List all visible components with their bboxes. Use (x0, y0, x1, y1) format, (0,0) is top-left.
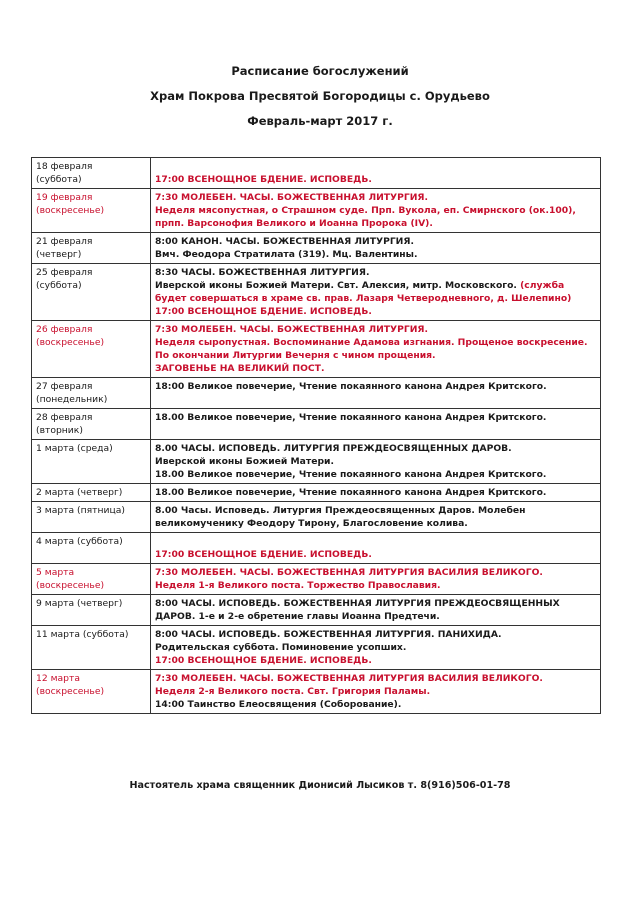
schedule-row (32, 533, 601, 564)
schedule-row (32, 409, 601, 440)
service-text: Иверской иконы Божией Матери. Свт. Алексия, митр. Московского. (155, 280, 517, 291)
date-text: (вторник) (36, 425, 83, 436)
service-line (155, 266, 596, 279)
service-line (155, 191, 596, 204)
service-line (155, 160, 596, 173)
date-cell (32, 670, 151, 714)
schedule-row (32, 595, 601, 626)
date-text: (воскресенье) (36, 686, 105, 697)
service-line (155, 411, 596, 424)
service-text: Неделя сыропустная. Воспоминание Адамова изгнания. Прощеное воскресение. По окончании Литургии Вечерня с чином прощения. (155, 337, 588, 361)
service-text: Родительская суббота. Поминовение усопших. (155, 642, 407, 653)
service-line (155, 248, 596, 261)
footer-contact: Настоятель храма священник Дионисий Лысиков т. 8(916)506-01-78 (129, 780, 511, 791)
service-text: 8:30 ЧАСЫ. БОЖЕСТВЕННАЯ ЛИТУРГИЯ. (155, 267, 370, 278)
date-cell (32, 264, 151, 321)
date-text: (четверг) (36, 249, 82, 260)
date-text: (воскресенье) (36, 580, 105, 591)
schedule-row (32, 321, 601, 378)
date-text: 3 марта (пятница) (36, 505, 125, 516)
date-cell (32, 564, 151, 595)
date-text: 25 февраля (36, 267, 93, 278)
date-cell (32, 409, 151, 440)
service-text: 18:00 Великое повечерие, Чтение покаянного канона Андрея Критского. (155, 381, 547, 392)
service-text: 14:00 Таинство Елеосвящения (Соборование). (155, 699, 402, 710)
service-line (155, 173, 596, 186)
service-line (155, 442, 596, 455)
header-period: Февраль-март 2017 г. (247, 114, 393, 128)
service-text: 7:30 МОЛЕБЕН. ЧАСЫ. БОЖЕСТВЕННАЯ ЛИТУРГИЯ. (155, 192, 428, 203)
date-cell (32, 626, 151, 670)
service-line (155, 548, 596, 561)
date-text: (воскресенье) (36, 205, 105, 216)
header-title: Расписание богослужений (231, 64, 409, 78)
service-cell (151, 233, 601, 264)
date-text: 5 марта (36, 567, 75, 578)
schedule-row (32, 158, 601, 189)
service-line (155, 323, 596, 336)
service-cell (151, 564, 601, 595)
date-cell (32, 440, 151, 484)
date-text: 4 марта (суббота) (36, 536, 123, 547)
service-cell (151, 626, 601, 670)
service-text: Неделя мясопустная, о Страшном суде. Прп. Вукола, еп. Смирнского (ок.100), прпп. Варсонофия Великого и Иоанна Пророка (IV). (155, 205, 576, 229)
service-line (155, 336, 596, 362)
date-cell (32, 321, 151, 378)
schedule-row (32, 233, 601, 264)
schedule-table (31, 157, 601, 714)
service-text: 7:30 МОЛЕБЕН. ЧАСЫ. БОЖЕСТВЕННАЯ ЛИТУРГИЯ ВАСИЛИЯ ВЕЛИКОГО. (155, 567, 543, 578)
date-text: 11 марта (суббота) (36, 629, 129, 640)
service-text: 18.00 Великое повечерие, Чтение покаянного канона Андрея Критского. (155, 412, 547, 423)
service-line (155, 362, 596, 375)
service-line (155, 305, 596, 318)
schedule-row (32, 189, 601, 233)
date-text: 2 марта (четверг) (36, 487, 123, 498)
service-cell (151, 502, 601, 533)
date-text: 21 февраля (36, 236, 93, 247)
service-text: 17:00 ВСЕНОЩНОЕ БДЕНИЕ. ИСПОВЕДЬ. (155, 549, 372, 560)
date-text: 26 февраля (36, 324, 93, 335)
service-cell (151, 158, 601, 189)
date-text: (понедельник) (36, 394, 108, 405)
service-line (155, 279, 596, 305)
date-text: 12 марта (36, 673, 80, 684)
schedule-body (32, 158, 601, 714)
service-line (155, 468, 596, 481)
service-line (155, 235, 596, 248)
service-line (155, 641, 596, 654)
service-text: 17:00 ВСЕНОЩНОЕ БДЕНИЕ. ИСПОВЕДЬ. (155, 174, 372, 185)
service-text: 8:00 ЧАСЫ. ИСПОВЕДЬ. БОЖЕСТВЕННАЯ ЛИТУРГИЯ ПРЕЖДЕОСВЯЩЕННЫХ ДАРОВ. 1-е и 2-е обретение главы Иоанна Предтечи. (155, 598, 560, 622)
schedule-row (32, 626, 601, 670)
service-text: 18.00 Великое повечерие, Чтение покаянного канона Андрея Критского. (155, 469, 547, 480)
date-text: 18 февраля (36, 161, 93, 172)
service-text: ЗАГОВЕНЬЕ НА ВЕЛИКИЙ ПОСТ. (155, 363, 325, 374)
service-cell (151, 484, 601, 502)
service-cell (151, 409, 601, 440)
service-text: Неделя 1-я Великого поста. Торжество Православия. (155, 580, 441, 591)
schedule-row (32, 440, 601, 484)
schedule-row (32, 264, 601, 321)
service-cell (151, 378, 601, 409)
date-text: (воскресенье) (36, 337, 105, 348)
date-cell (32, 595, 151, 626)
date-cell (32, 502, 151, 533)
service-line (155, 380, 596, 393)
service-line (155, 486, 596, 499)
service-text: 8:00 КАНОН. ЧАСЫ. БОЖЕСТВЕННАЯ ЛИТУРГИЯ. (155, 236, 414, 247)
date-text: 19 февраля (36, 192, 93, 203)
service-line (155, 204, 596, 230)
date-cell (32, 158, 151, 189)
service-text: Неделя 2-я Великого поста. Свт. Григория Паламы. (155, 686, 431, 697)
service-text: 8.00 Часы. Исповедь. Литургия Преждеосвященных Даров. Молебен великомученику Феодору Тирону, Благословение колива. (155, 505, 526, 529)
service-text: 18.00 Великое повечерие, Чтение покаянного канона Андрея Критского. (155, 487, 547, 498)
service-note: (служба будет совершаться в храме св. прав. Лазаря Четверодневного, д. Шелепино) (155, 280, 572, 304)
date-cell (32, 378, 151, 409)
service-line (155, 579, 596, 592)
service-line (155, 597, 596, 623)
schedule-row (32, 378, 601, 409)
service-text: 17:00 ВСЕНОЩНОЕ БДЕНИЕ. ИСПОВЕДЬ. (155, 306, 372, 317)
service-line (155, 566, 596, 579)
service-line (155, 698, 596, 711)
service-line (155, 455, 596, 468)
service-cell (151, 670, 601, 714)
schedule-row (32, 502, 601, 533)
date-text: (суббота) (36, 280, 82, 291)
service-line (155, 535, 596, 548)
service-text: 7:30 МОЛЕБЕН. ЧАСЫ. БОЖЕСТВЕННАЯ ЛИТУРГИЯ. (155, 324, 428, 335)
service-line (155, 504, 596, 530)
service-cell (151, 264, 601, 321)
date-cell (32, 233, 151, 264)
schedule-row (32, 564, 601, 595)
service-cell (151, 595, 601, 626)
schedule-row (32, 670, 601, 714)
service-text: 8:00 ЧАСЫ. ИСПОВЕДЬ. БОЖЕСТВЕННАЯ ЛИТУРГИЯ. ПАНИХИДА. (155, 629, 502, 640)
service-line (155, 672, 596, 685)
document-header (0, 62, 640, 137)
service-text: 8.00 ЧАСЫ. ИСПОВЕДЬ. ЛИТУРГИЯ ПРЕЖДЕОСВЯЩЕННЫХ ДАРОВ. (155, 443, 512, 454)
service-cell (151, 533, 601, 564)
service-line (155, 654, 596, 667)
service-cell (151, 440, 601, 484)
service-cell (151, 189, 601, 233)
service-text: Вмч. Феодора Стратилата (319). Мц. Валентины. (155, 249, 418, 260)
service-text: 17:00 ВСЕНОЩНОЕ БДЕНИЕ. ИСПОВЕДЬ. (155, 655, 372, 666)
date-text: 27 февраля (36, 381, 93, 392)
service-cell (151, 321, 601, 378)
date-cell (32, 189, 151, 233)
date-text: (суббота) (36, 174, 82, 185)
service-line (155, 628, 596, 641)
service-text: 7:30 МОЛЕБЕН. ЧАСЫ. БОЖЕСТВЕННАЯ ЛИТУРГИЯ ВАСИЛИЯ ВЕЛИКОГО. (155, 673, 543, 684)
service-line (155, 685, 596, 698)
service-text: Иверской иконы Божией Матери. (155, 456, 334, 467)
date-text: 1 марта (среда) (36, 443, 113, 454)
header-church: Храм Покрова Пресвятой Богородицы с. Орудьево (150, 89, 490, 103)
date-cell (32, 533, 151, 564)
date-text: 9 марта (четверг) (36, 598, 123, 609)
schedule-row (32, 484, 601, 502)
date-cell (32, 484, 151, 502)
date-text: 28 февраля (36, 412, 93, 423)
